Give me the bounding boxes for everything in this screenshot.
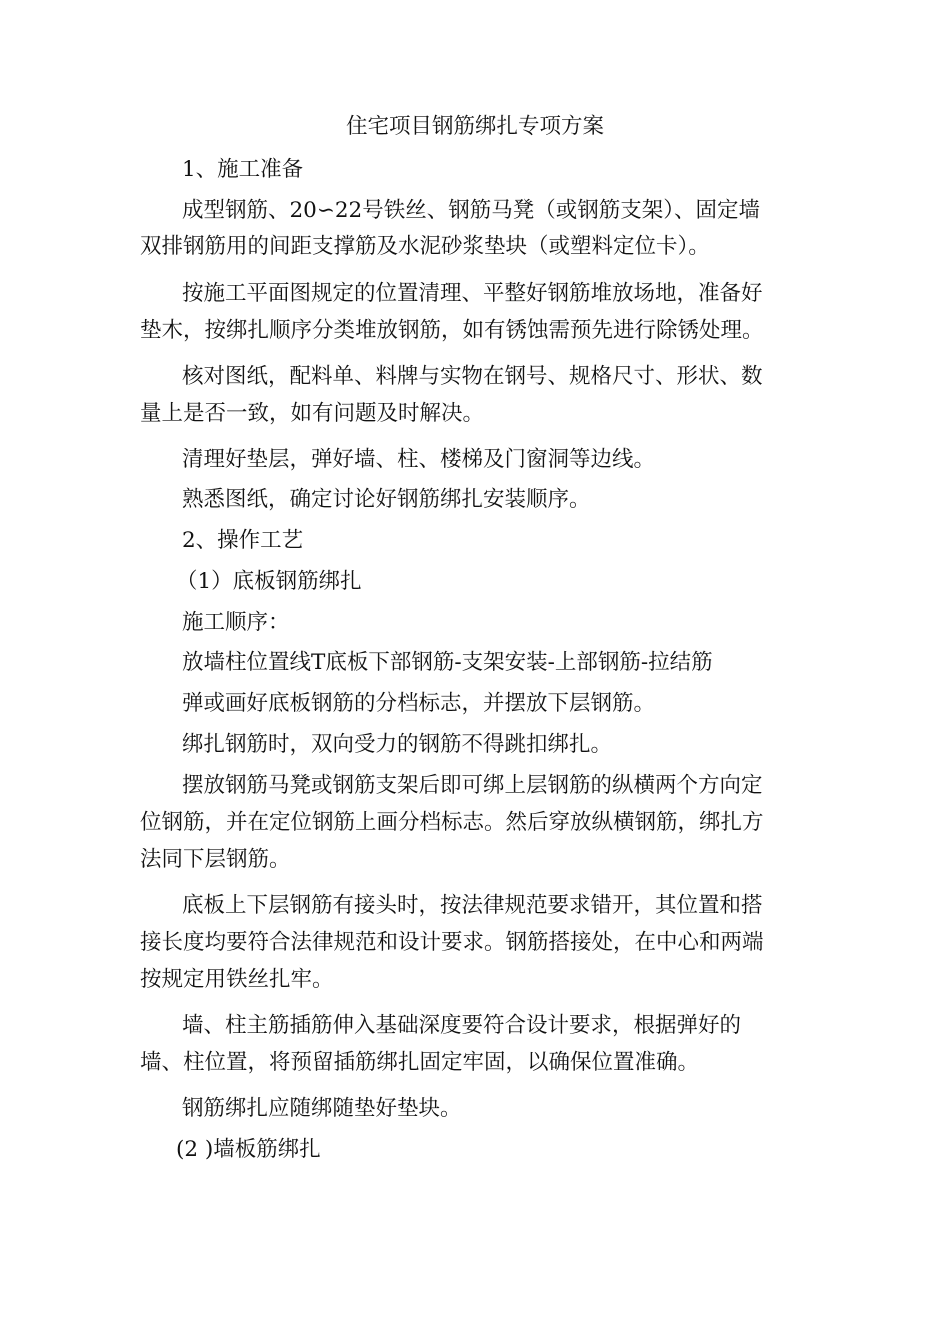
paragraph-line: 底板上下层钢筋有接头时，按法律规范要求错开，其位置和搭 <box>182 893 763 918</box>
paragraph-line: 绑扎钢筋时，双向受力的钢筋不得跳扣绑扎。 <box>182 732 613 757</box>
paragraph-line: 墙、柱位置，将预留插筋绑扎固定牢固，以确保位置准确。 <box>140 1050 700 1075</box>
paragraph-line: 钢筋绑扎应随绑随垫好垫块。 <box>182 1096 462 1121</box>
paragraph-line: 弹或画好底板钢筋的分档标志，并摆放下层钢筋。 <box>182 691 656 716</box>
section-heading-2: 2、操作工艺 <box>182 528 304 553</box>
paragraph-line: 放墙柱位置线T底板下部钢筋-支架安装-上部钢筋-拉结筋 <box>182 650 713 675</box>
paragraph-line: 摆放钢筋马凳或钢筋支架后即可绑上层钢筋的纵横两个方向定 <box>182 773 763 798</box>
paragraph-line: 双排钢筋用的间距支撑筋及水泥砂浆垫块（或塑料定位卡）。 <box>140 234 710 259</box>
subsection-heading-1: （1）底板钢筋绑扎 <box>176 569 362 594</box>
paragraph-line: 成型钢筋、20∽22号铁丝、钢筋马凳（或钢筋支架）、固定墙 <box>182 198 760 223</box>
paragraph-line: 熟悉图纸，确定讨论好钢筋绑扎安装顺序。 <box>182 487 591 512</box>
paragraph-line: 量上是否一致，如有问题及时解决。 <box>140 401 485 426</box>
subsection-heading-2: (2 )墙板筋绑扎 <box>176 1137 321 1162</box>
document-title: 住宅项目钢筋绑扎专项方案 <box>345 114 604 139</box>
paragraph-line: 按施工平面图规定的位置清理、平整好钢筋堆放场地，准备好 <box>182 281 763 306</box>
paragraph-line: 核对图纸，配料单、料牌与实物在钢号、规格尺寸、形状、数 <box>182 364 763 389</box>
paragraph-line: 法同下层钢筋。 <box>140 847 291 872</box>
section-heading-1: 1、施工准备 <box>182 157 304 182</box>
paragraph-line: 垫木，按绑扎顺序分类堆放钢筋，如有锈蚀需预先进行除锈处理。 <box>140 318 764 343</box>
paragraph-line: 墙、柱主筋插筋伸入基础深度要符合设计要求，根据弹好的 <box>182 1013 742 1038</box>
paragraph-line: 接长度均要符合法律规范和设计要求。钢筋搭接处，在中心和两端 <box>140 930 764 955</box>
paragraph-line: 按规定用铁丝扎牢。 <box>140 967 334 992</box>
paragraph-line: 位钢筋，并在定位钢筋上画分档标志。然后穿放纵横钢筋，绑扎方 <box>140 810 764 835</box>
paragraph-line: 清理好垫层，弹好墙、柱、楼梯及门窗洞等边线。 <box>182 447 656 472</box>
paragraph-line: 施工顺序： <box>182 610 290 635</box>
